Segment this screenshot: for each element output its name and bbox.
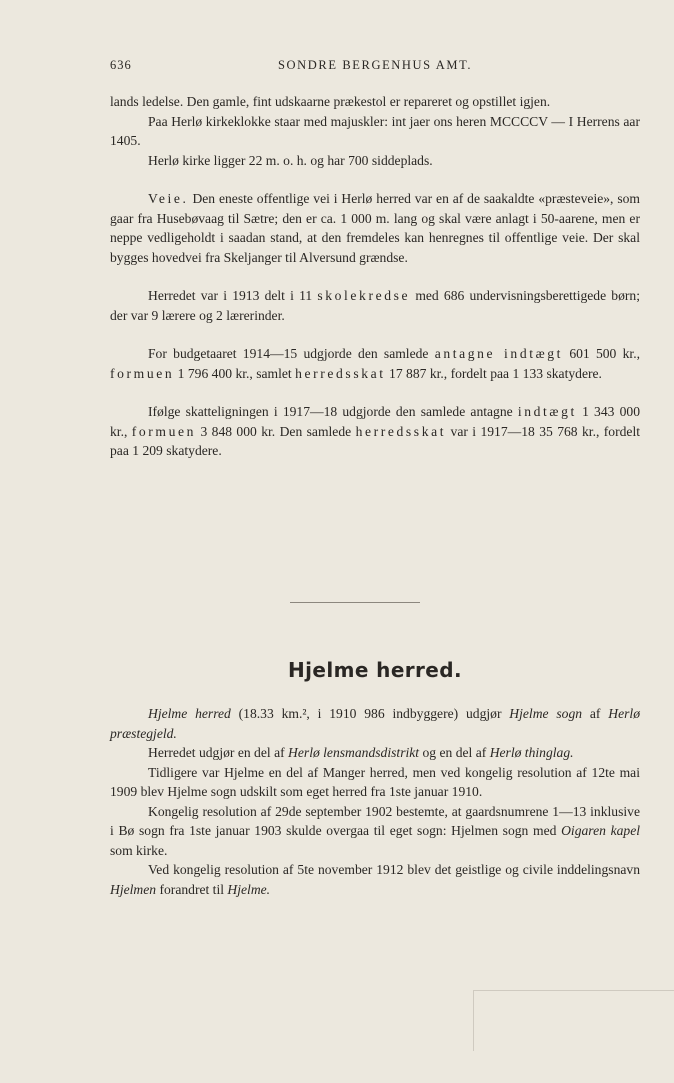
text: Ved kongelig resolution af 5te november 1912 blev det geistlige og civile inddelingsnavn <box>148 862 640 877</box>
paragraph: Tidligere var Hjelme en del af Manger herred, men ved kongelig resolution af 12te mai 1909 blev Hjelme sogn udskilt som eget herred fra 1ste januar 1910. <box>110 764 640 799</box>
paragraph <box>110 860 640 899</box>
spacer <box>110 325 640 344</box>
paragraph: Paa Herlø kirkeklokke staar med majuskler: int jaer ons heren MCCCCV — I Herrens aar 1405. <box>110 113 640 148</box>
paragraph: Herlø kirke ligger 22 m. o. h. og har 700 siddeplads. <box>148 152 433 168</box>
skatte-paragraph <box>110 402 640 461</box>
italic-term: Herlø præstegjeld. <box>110 706 640 741</box>
page-header <box>110 58 640 78</box>
upper-text <box>110 92 640 461</box>
italic-term: Hjelmen <box>110 881 157 897</box>
text: 3 848 000 kr. Den samlede <box>200 423 352 439</box>
spaced-term: indtægt <box>517 404 577 419</box>
text: af <box>589 706 601 721</box>
paragraph: lands ledelse. Den gamle, fint udskaarne prækestol er repareret og opstillet igjen. <box>110 94 551 109</box>
veie-label: Veie. <box>148 191 189 206</box>
text: Herredet var i 1913 delt i 11 <box>148 288 313 303</box>
section-title: Hjelme herred. <box>288 658 462 682</box>
italic-term: Oigaren kapel <box>561 823 641 838</box>
italic-term: Hjelme herred <box>148 706 231 721</box>
text: 1 796 400 kr., samlet <box>177 365 292 381</box>
spaced-term: formuen <box>131 423 197 439</box>
paragraph <box>110 802 640 861</box>
text: 601 500 kr., <box>569 346 640 361</box>
text: var i 1917—18 35 768 kr., fordelt paa 1 209 skatydere. <box>110 423 640 458</box>
spaced-term: antagne indtægt <box>434 346 564 361</box>
text: 1 343 000 kr., <box>110 404 640 439</box>
text: med 686 undervisningsberettigede børn; der var 9 lærere og 2 lærerinder. <box>110 288 640 323</box>
spacer <box>110 383 640 402</box>
hjelme-text <box>110 704 640 899</box>
text: som kirke. <box>110 842 168 858</box>
spaced-term: formuen <box>110 365 175 381</box>
spaced-term: herredsskat <box>295 365 386 381</box>
veie-paragraph <box>110 189 640 267</box>
italic-term: Herlø thinglag. <box>489 745 574 760</box>
text: og en del af <box>422 745 487 760</box>
spaced-term: herredsskat <box>355 423 447 439</box>
budget-paragraph <box>110 344 640 383</box>
page-number: 636 <box>110 58 132 72</box>
text: (18.33 km.², i 1910 986 indbyggere) udgjør <box>238 706 502 721</box>
paragraph <box>110 704 640 743</box>
paper-fold-mark <box>473 990 674 1051</box>
running-title: SONDRE BERGENHUS AMT. <box>278 58 473 72</box>
text: 17 887 kr., fordelt paa 1 133 skatydere. <box>389 365 602 381</box>
spacer <box>110 267 640 286</box>
italic-term: Hjelme. <box>227 881 271 897</box>
italic-term: Herlø lensmandsdistrikt <box>288 745 420 760</box>
text: Herredet udgjør en del af <box>148 745 285 760</box>
veie-text: Den eneste offentlige vei i Herlø herred var en af de saakaldte «præsteveie», som gaar fra Husebøvaag til Sætre; den er ca. 1 000 m. lang og skal være anlagt i 50-aarene, men er neppe vedligeholdt i saadan stand, at den fremdeles kan henregnes til offentlige veie. Der skal bygges hovedvei fra Skeljanger til Alversund grændse. <box>110 191 640 265</box>
text: For budgetaaret 1914—15 udgjorde den samlede <box>148 346 429 361</box>
section-divider <box>290 602 420 603</box>
paragraph <box>110 743 640 763</box>
skole-paragraph <box>110 286 640 325</box>
text: Ifølge skatteligningen i 1917—18 udgjorde den samlede antagne <box>148 404 513 419</box>
spaced-term: skolekredse <box>317 288 411 303</box>
text: Kongelig resolution af 29de september 1902 bestemte, at gaardsnumrene 1—13 inklusive i Bø sogn fra 1ste januar 1903 skulde overgaa til eget sogn: Hjelmen sogn med <box>110 803 640 838</box>
text: forandret til <box>159 881 225 897</box>
italic-term: Hjelme sogn <box>509 706 583 721</box>
spacer <box>110 170 640 189</box>
